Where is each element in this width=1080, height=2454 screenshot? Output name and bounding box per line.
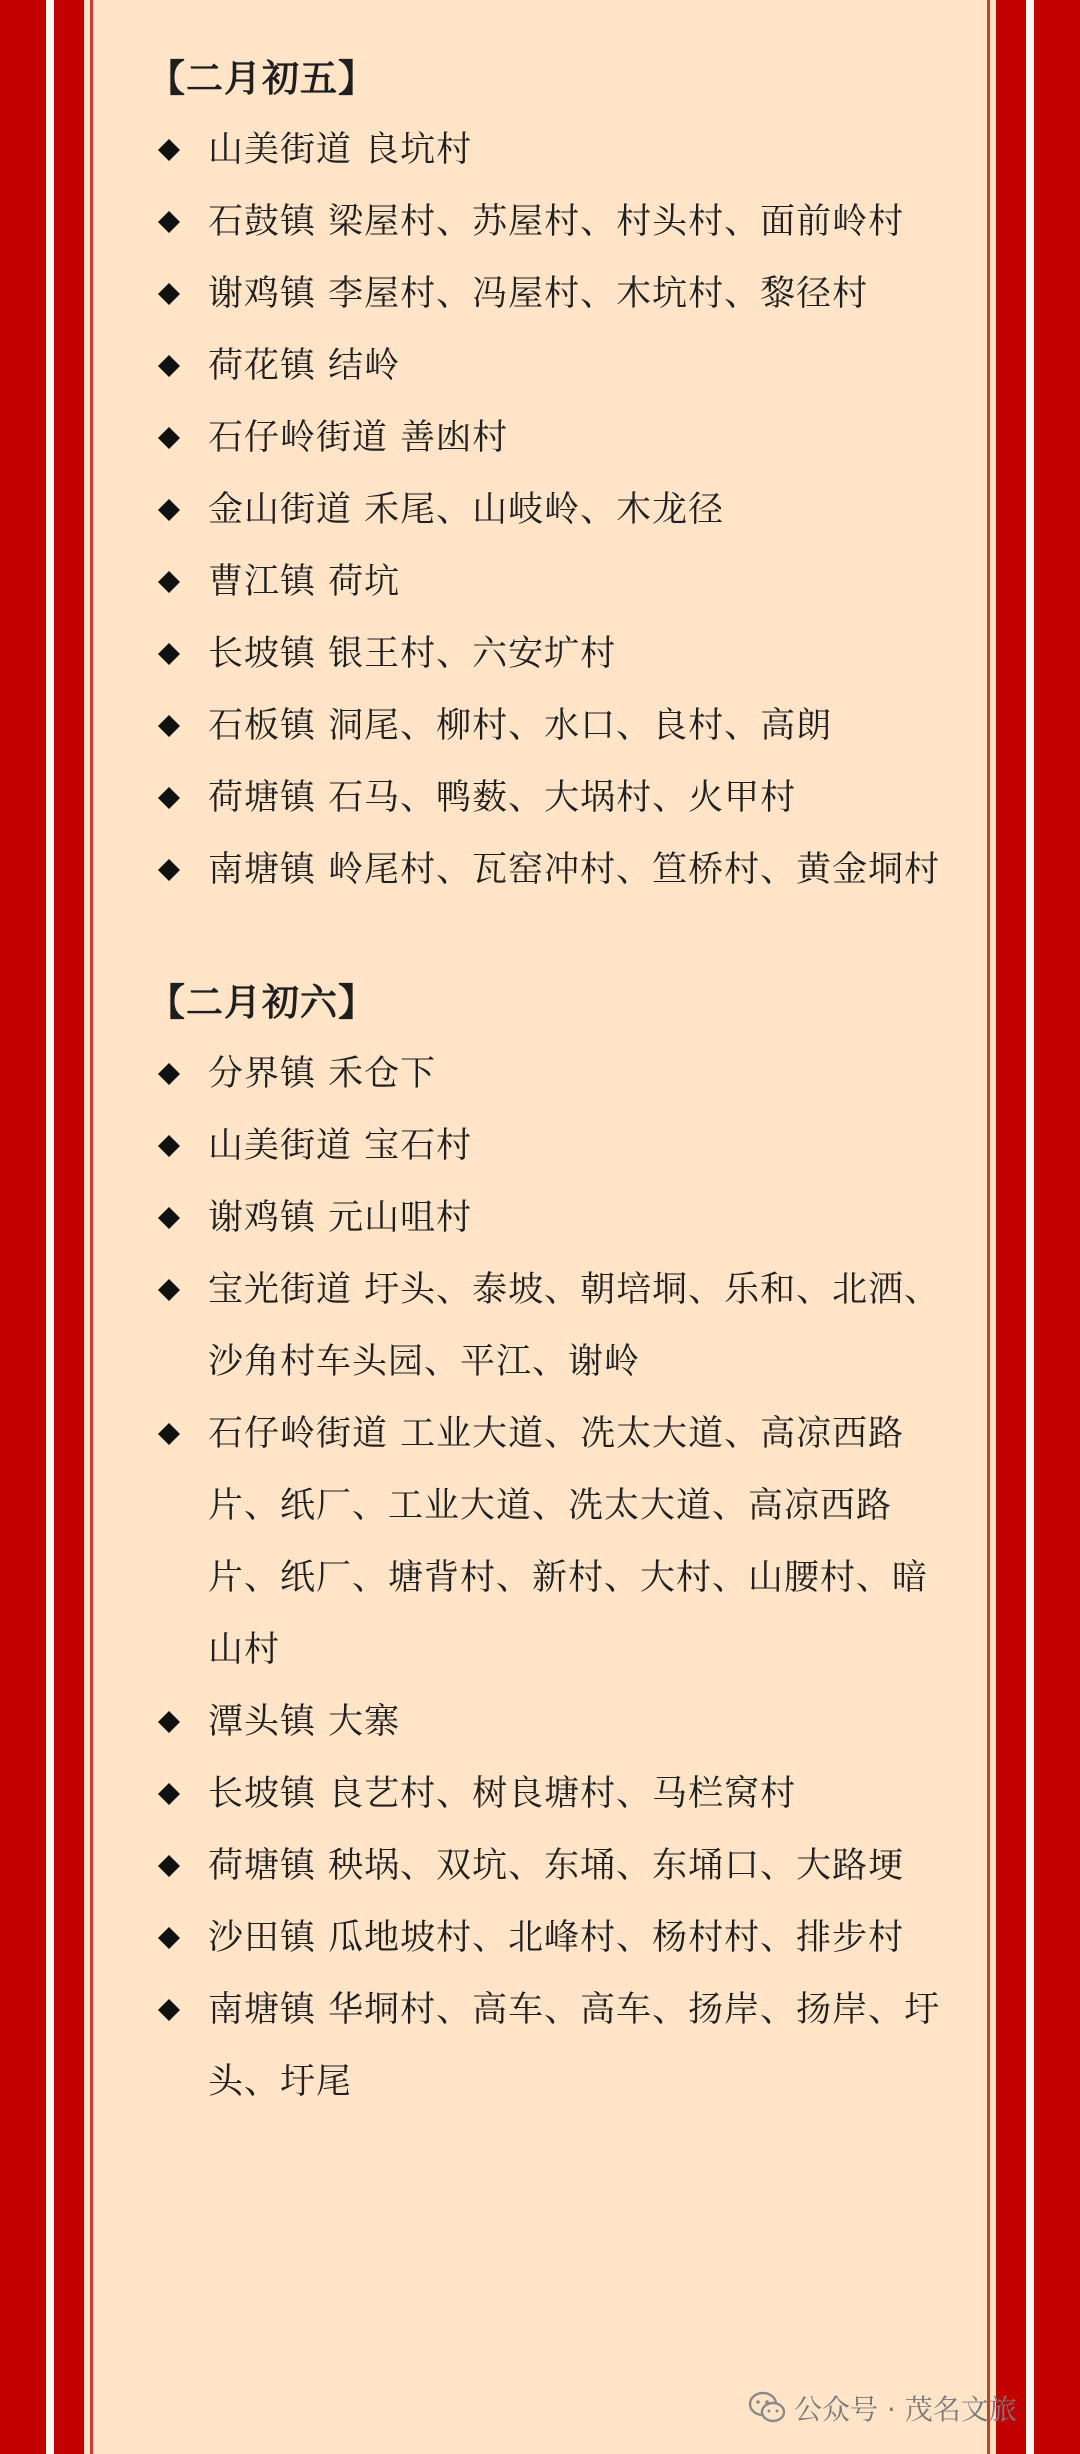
diamond-bullet-icon	[158, 1855, 180, 1877]
list-item	[148, 1758, 948, 1830]
list-item	[148, 690, 948, 762]
diamond-bullet-icon	[158, 643, 180, 665]
list-item-text: 长坡镇 银王村、六安圹村	[208, 634, 617, 674]
wechat-icon	[748, 2391, 786, 2425]
list-item	[148, 762, 948, 834]
list-item-text: 潭头镇 大寨	[208, 1702, 401, 1742]
list-item-text: 荷塘镇 秧埚、双坑、东埇、东埇口、大路埂	[208, 1846, 905, 1886]
list-item	[148, 474, 948, 546]
watermark	[748, 2388, 1017, 2428]
list-item	[148, 258, 948, 330]
list-item-text: 谢鸡镇 李屋村、冯屋村、木坑村、黎径村	[208, 274, 869, 314]
list-item-text: 荷塘镇 石马、鸭薮、大埚村、火甲村	[208, 778, 797, 818]
schedule-section	[148, 968, 948, 2118]
panel-border-left	[90, 0, 93, 2454]
diamond-bullet-icon	[158, 1711, 180, 1733]
diamond-bullet-icon	[158, 1999, 180, 2021]
list-item	[148, 114, 948, 186]
list-item-text: 南塘镇 华垌村、高车、高车、扬岸、扬岸、圩头、圩尾	[208, 1990, 941, 2102]
list-item-text: 南塘镇 岭尾村、瓦窑冲村、笪桥村、黄金垌村	[208, 850, 941, 890]
diamond-bullet-icon	[158, 1063, 180, 1085]
list-item-text: 山美街道 良坑村	[208, 130, 473, 170]
list-item-text: 石板镇 洞尾、柳村、水口、良村、高朗	[208, 706, 833, 746]
diamond-bullet-icon	[158, 499, 180, 521]
diamond-bullet-icon	[158, 355, 180, 377]
diamond-bullet-icon	[158, 1783, 180, 1805]
left-light-strip	[46, 0, 54, 2454]
diamond-bullet-icon	[158, 715, 180, 737]
list-item-text: 金山街道 禾尾、山岐岭、木龙径	[208, 490, 725, 530]
list-item-text: 石鼓镇 梁屋村、苏屋村、村头村、面前岭村	[208, 202, 905, 242]
list-item	[148, 1398, 948, 1686]
section-title: 【二月初六】	[148, 981, 376, 1024]
left-red-band	[0, 0, 46, 2454]
list-item-text: 石仔岭街道 工业大道、冼太大道、高凉西路片、纸厂、工业大道、冼太大道、高凉西路片、纸厂、塘背村、新村、大村、山腰村、暗山村	[208, 1414, 929, 1670]
right-red-band	[1034, 0, 1080, 2454]
list-item-text: 长坡镇 良艺村、树良塘村、马栏窝村	[208, 1774, 797, 1814]
diamond-bullet-icon	[158, 427, 180, 449]
list-item	[148, 1110, 948, 1182]
watermark-text: 公众号 · 茂名文旅	[794, 2393, 1017, 2426]
list-item-text: 曹江镇 荷坑	[208, 562, 401, 602]
list-item	[148, 186, 948, 258]
left-red-gap	[54, 0, 84, 2454]
diamond-bullet-icon	[158, 211, 180, 233]
list-item	[148, 402, 948, 474]
list-item	[148, 1974, 948, 2118]
list-item	[148, 1038, 948, 1110]
list-item	[148, 1830, 948, 1902]
list-item	[148, 618, 948, 690]
diamond-bullet-icon	[158, 1207, 180, 1229]
diamond-bullet-icon	[158, 1423, 180, 1445]
list-item-text: 山美街道 宝石村	[208, 1126, 473, 1166]
list-item	[148, 546, 948, 618]
list-item-text: 谢鸡镇 元山咀村	[208, 1198, 473, 1238]
list-item-text: 石仔岭街道 善凼村	[208, 418, 509, 458]
diamond-bullet-icon	[158, 1279, 180, 1301]
list-item	[148, 1902, 948, 1974]
diamond-bullet-icon	[158, 1135, 180, 1157]
diamond-bullet-icon	[158, 283, 180, 305]
right-light-strip	[1026, 0, 1034, 2454]
list-item	[148, 330, 948, 402]
list-item-text: 荷花镇 结岭	[208, 346, 401, 386]
diamond-bullet-icon	[158, 139, 180, 161]
list-item	[148, 1182, 948, 1254]
section-title: 【二月初五】	[148, 57, 376, 100]
list-item-text: 分界镇 禾仓下	[208, 1054, 437, 1094]
diamond-bullet-icon	[158, 571, 180, 593]
diamond-bullet-icon	[158, 859, 180, 881]
list-item-text: 宝光街道 圩头、泰坡、朝培垌、乐和、北洒、沙角村车头园、平江、谢岭	[208, 1270, 941, 1382]
list-item-text: 沙田镇 瓜地坡村、北峰村、杨村村、排步村	[208, 1918, 905, 1958]
diamond-bullet-icon	[158, 787, 180, 809]
schedule-section	[148, 44, 948, 906]
right-red-gap	[996, 0, 1026, 2454]
list-item	[148, 1686, 948, 1758]
schedule-content	[148, 44, 948, 2180]
list-item	[148, 834, 948, 906]
panel-border-right	[987, 0, 990, 2454]
list-item	[148, 1254, 948, 1398]
diamond-bullet-icon	[158, 1927, 180, 1949]
